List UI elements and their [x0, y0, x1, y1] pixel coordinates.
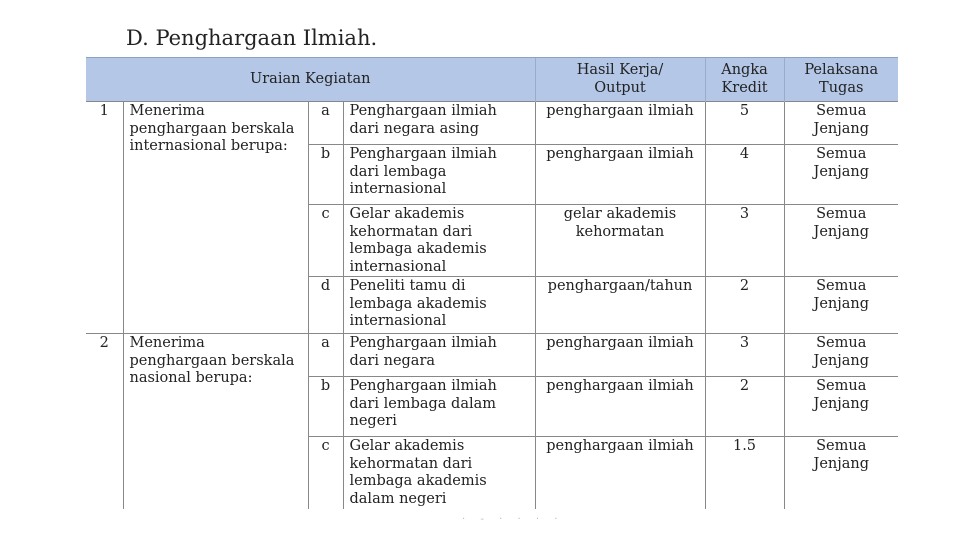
item-output: penghargaan ilmiah: [535, 377, 705, 437]
item-letter: b: [308, 145, 343, 205]
item-description: Peneliti tamu di lembaga akademis internasional: [343, 277, 535, 334]
item-description: Gelar akademis kehormatan dari lembaga akademis internasional: [343, 205, 535, 277]
item-letter: a: [308, 334, 343, 377]
item-executor-text: Semua Jenjang: [813, 278, 869, 312]
item-credit: 2: [705, 377, 784, 437]
table-header-row: [86, 58, 898, 102]
item-credit: 2: [705, 277, 784, 334]
item-description: Penghargaan ilmiah dari negara asing: [343, 102, 535, 145]
section-heading: D. Penghargaan Ilmiah.: [126, 26, 378, 50]
item-output-text: gelar akademis kehormatan: [563, 206, 677, 240]
header-angka-kredit: [705, 58, 784, 102]
group-number: 2: [86, 334, 123, 509]
item-output: penghargaan/tahun: [535, 277, 705, 334]
header-pelaksana-tugas: [784, 58, 898, 102]
item-executor-text: Semua Jenjang: [813, 335, 869, 369]
item-credit: 1.5: [705, 437, 784, 509]
item-executor: [784, 205, 898, 277]
item-credit: 3: [705, 334, 784, 377]
item-letter: a: [308, 102, 343, 145]
header-hasil-kerja: [535, 58, 705, 102]
item-executor: [784, 437, 898, 509]
item-credit: 4: [705, 145, 784, 205]
item-output: penghargaan ilmiah: [535, 102, 705, 145]
item-executor: [784, 377, 898, 437]
item-executor-text: Semua Jenjang: [813, 438, 869, 472]
item-description: Penghargaan ilmiah dari lembaga internasional: [343, 145, 535, 205]
item-description: Gelar akademis kehormatan dari lembaga akademis dalam negeri: [343, 437, 535, 509]
item-executor-text: Semua Jenjang: [813, 378, 869, 412]
item-output: penghargaan ilmiah: [535, 145, 705, 205]
item-output: [535, 205, 705, 277]
item-output: penghargaan ilmiah: [535, 437, 705, 509]
item-executor-text: Semua Jenjang: [813, 146, 869, 180]
item-credit: 3: [705, 205, 784, 277]
group-activity: Menerima penghargaan berskala internasional berupa:: [123, 102, 308, 334]
group-activity: Menerima penghargaan berskala nasional berupa:: [123, 334, 308, 509]
faint-marks: · - · · · ·: [462, 514, 564, 525]
item-executor-text: Semua Jenjang: [813, 103, 869, 137]
item-output: penghargaan ilmiah: [535, 334, 705, 377]
credit-table: [86, 57, 898, 509]
item-executor: [784, 334, 898, 377]
item-letter: d: [308, 277, 343, 334]
item-executor: [784, 277, 898, 334]
item-executor: [784, 145, 898, 205]
item-credit: 5: [705, 102, 784, 145]
item-executor-text: Semua Jenjang: [813, 206, 869, 240]
table-row: [86, 102, 898, 145]
header-hasil-kerja-text: Hasil Kerja/ Output: [576, 62, 664, 96]
item-letter: c: [308, 437, 343, 509]
item-description: Penghargaan ilmiah dari negara: [343, 334, 535, 377]
item-executor: [784, 102, 898, 145]
header-pelaksana-tugas-text: Pelaksana Tugas: [804, 62, 879, 96]
group-number: 1: [86, 102, 123, 334]
header-angka-kredit-text: Angka Kredit: [721, 62, 768, 96]
item-letter: b: [308, 377, 343, 437]
item-letter: c: [308, 205, 343, 277]
table-row: [86, 334, 898, 377]
item-description: Penghargaan ilmiah dari lembaga dalam negeri: [343, 377, 535, 437]
header-uraian-kegiatan: Uraian Kegiatan: [86, 58, 535, 102]
